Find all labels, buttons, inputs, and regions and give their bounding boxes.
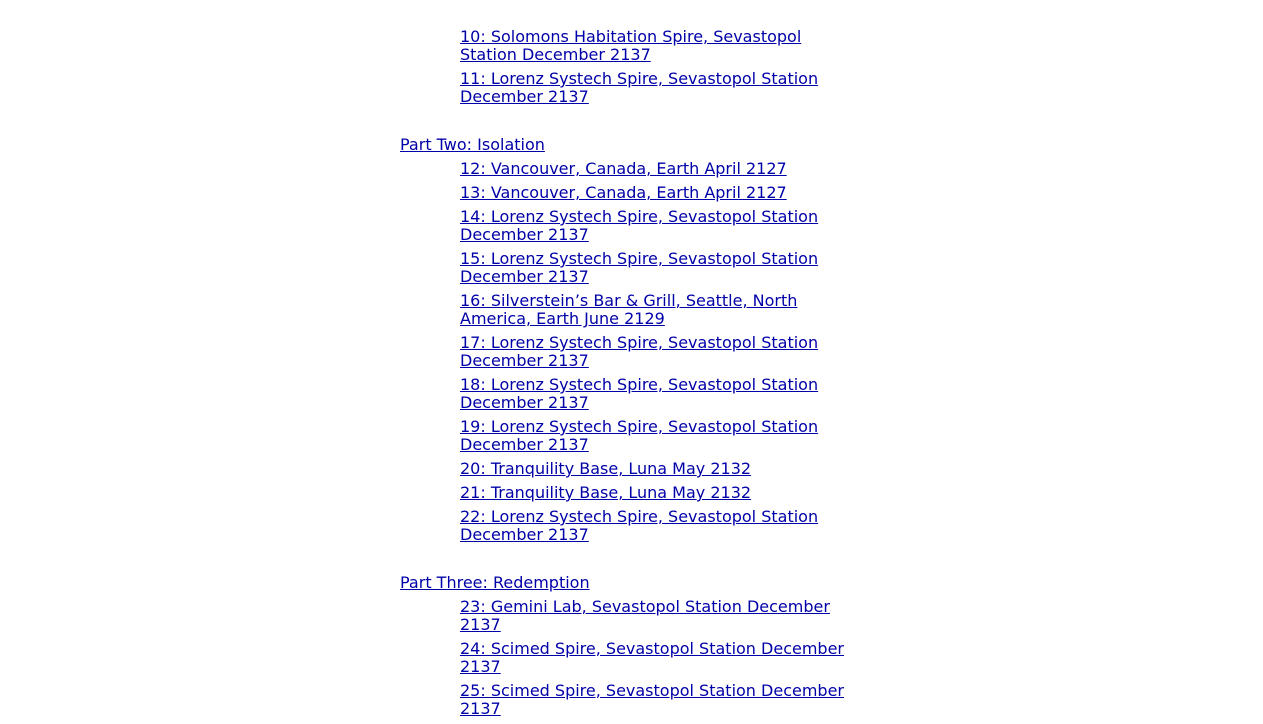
chapter-link-20[interactable]: 20: Tranquility Base, Luna May 2132 <box>460 459 752 478</box>
chapter-link-10[interactable]: 10: Solomons Habitation Spire, Sevastopol Station December 2137 <box>460 27 802 64</box>
chapter-link-16[interactable]: 16: Silverstein’s Bar & Grill, Seattle, North America, Earth June 2129 <box>460 291 798 328</box>
chapter-link-17[interactable]: 17: Lorenz Systech Spire, Sevastopol Station December 2137 <box>460 333 819 370</box>
part-three-chapter-list <box>460 598 860 718</box>
part-two-link[interactable]: Part Two: Isolation <box>400 135 545 154</box>
chapter-link-14[interactable]: 14: Lorenz Systech Spire, Sevastopol Station December 2137 <box>460 207 819 244</box>
chapter-link-11[interactable]: 11: Lorenz Systech Spire, Sevastopol Station December 2137 <box>460 69 819 106</box>
chapter-link-18[interactable]: 18: Lorenz Systech Spire, Sevastopol Station December 2137 <box>460 375 819 412</box>
part-one-chapter-list <box>460 0 860 106</box>
chapter-link-15[interactable]: 15: Lorenz Systech Spire, Sevastopol Station December 2137 <box>460 249 819 286</box>
table-of-contents <box>400 0 860 724</box>
chapter-link-24[interactable]: 24: Scimed Spire, Sevastopol Station December 2137 <box>460 639 844 676</box>
chapter-link-22[interactable]: 22: Lorenz Systech Spire, Sevastopol Station December 2137 <box>460 507 819 544</box>
chapter-link-23[interactable]: 23: Gemini Lab, Sevastopol Station December 2137 <box>460 597 830 634</box>
part-two-chapter-list <box>460 160 860 544</box>
chapter-link-13[interactable]: 13: Vancouver, Canada, Earth April 2127 <box>460 183 787 202</box>
chapter-link-25[interactable]: 25: Scimed Spire, Sevastopol Station December 2137 <box>460 681 844 718</box>
part-three-link[interactable]: Part Three: Redemption <box>400 573 590 592</box>
chapter-link-21[interactable]: 21: Tranquility Base, Luna May 2132 <box>460 483 752 502</box>
chapter-link-12[interactable]: 12: Vancouver, Canada, Earth April 2127 <box>460 159 787 178</box>
chapter-link-19[interactable]: 19: Lorenz Systech Spire, Sevastopol Station December 2137 <box>460 417 819 454</box>
